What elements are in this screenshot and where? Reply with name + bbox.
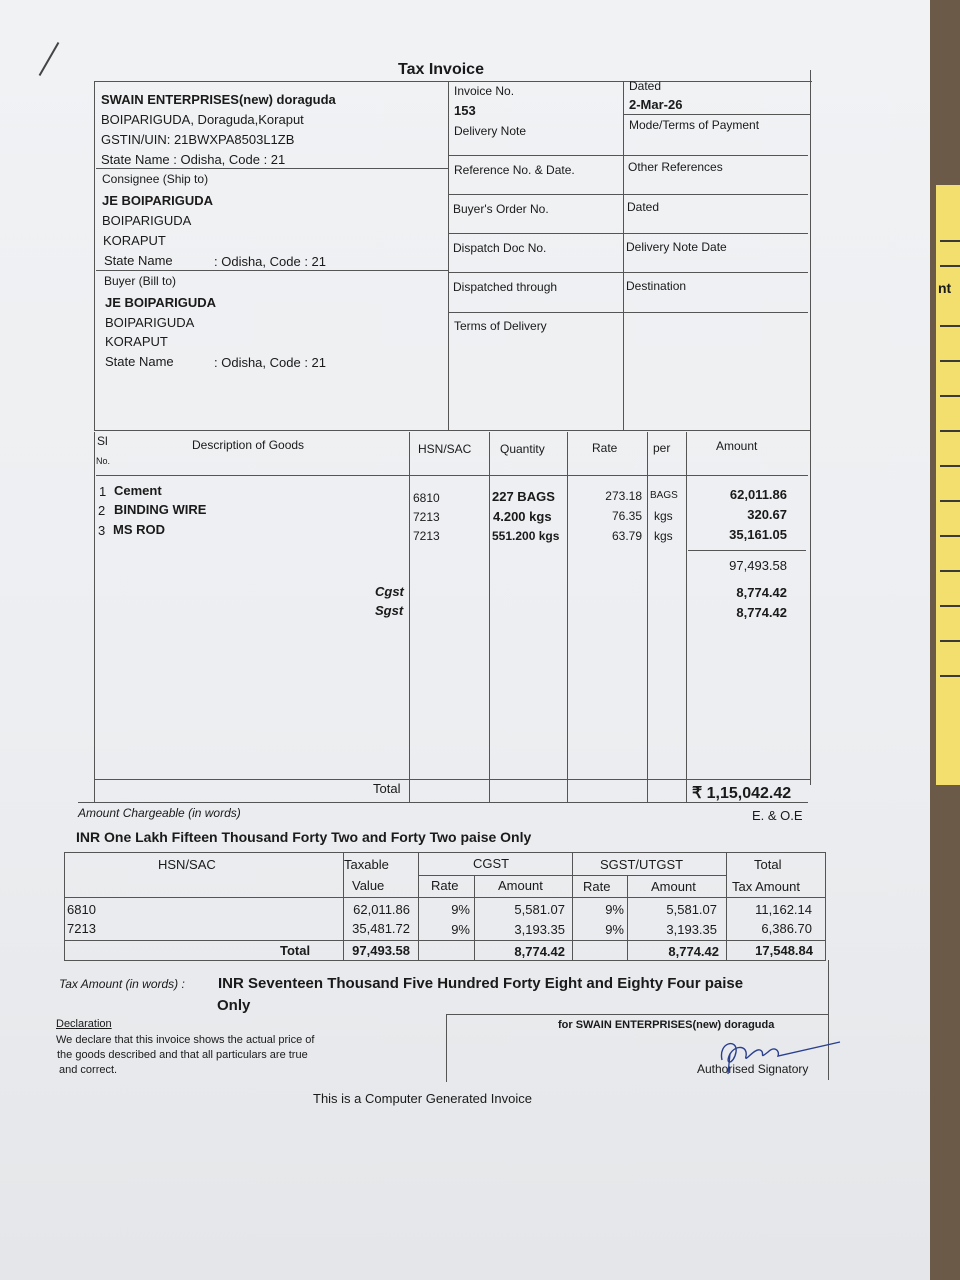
cgst-label: Cgst	[375, 584, 404, 599]
destination-label: Destination	[626, 279, 687, 293]
delivery-note-label: Delivery Note	[454, 124, 527, 138]
rate-header: Rate	[592, 441, 618, 455]
sgst-label: Sgst	[375, 603, 404, 618]
amount-words-label: Amount Chargeable (in words)	[78, 806, 241, 820]
declaration-line1: We declare that this invoice shows the actual price of	[56, 1034, 315, 1046]
desc-header: Description of Goods	[192, 438, 305, 452]
buyer-state-label: State Name	[105, 354, 174, 369]
item-amount: 35,161.05	[729, 527, 787, 542]
total-label: Total	[373, 781, 401, 796]
subtotal: 97,493.58	[729, 558, 787, 573]
item-hsn: 7213	[413, 510, 440, 524]
buyers-order-label: Buyer's Order No.	[453, 202, 549, 216]
tax-total-tax: 17,548.84	[755, 943, 813, 958]
tax-cgst-rate: 9%	[451, 922, 470, 937]
tax-sgst-amount: 5,581.07	[666, 902, 717, 917]
item-sl: 1	[99, 484, 107, 499]
buyer-label: Buyer (Bill to)	[104, 274, 177, 288]
tax-value: 35,481.72	[352, 921, 410, 936]
tax-total-header: Total	[754, 857, 782, 872]
grand-total: ₹ 1,15,042.42	[692, 785, 792, 802]
item-sl: 2	[98, 503, 106, 518]
item-rate: 273.18	[605, 489, 642, 503]
tax-total-cgst: 8,774.42	[514, 944, 565, 959]
declaration-label: Declaration	[56, 1018, 112, 1030]
authorised-signatory: Authorised Signatory	[697, 1062, 809, 1076]
tax-cgst-header: CGST	[473, 856, 510, 871]
hsn-header: HSN/SAC	[418, 442, 472, 456]
item-per: kgs	[654, 509, 673, 523]
tax-cgst-rate: 9%	[451, 902, 470, 917]
invoice-title: Tax Invoice	[398, 61, 484, 78]
consignee-state-label: State Name	[104, 253, 173, 268]
sticky-note	[936, 185, 960, 785]
terms-delivery-label: Terms of Delivery	[454, 319, 547, 333]
seller-state: State Name : Odisha, Code : 21	[101, 152, 286, 167]
footer-note: This is a Computer Generated Invoice	[313, 1091, 532, 1106]
item-per: BAGS	[650, 490, 678, 501]
sgst-amount: 8,774.42	[736, 605, 787, 620]
buyer-line1: BOIPARIGUDA	[105, 315, 195, 330]
per-header: per	[653, 441, 671, 455]
delivery-note-date-label: Delivery Note Date	[626, 240, 727, 254]
tax-words-label: Tax Amount (in words) :	[59, 977, 185, 991]
tax-value: 62,011.86	[353, 902, 410, 917]
item-qty: 4.200 kgs	[493, 509, 552, 524]
item-desc: MS ROD	[113, 522, 165, 537]
tax-sgst-amount: 3,193.35	[666, 922, 717, 937]
tax-sgst-rate-header: Rate	[583, 879, 611, 894]
item-desc: Cement	[114, 483, 162, 498]
consignee-name: JE BOIPARIGUDA	[102, 193, 213, 208]
tax-sgst-rate: 9%	[605, 922, 624, 937]
tax-total-label: Total	[280, 943, 311, 958]
item-hsn: 7213	[413, 529, 440, 543]
reference-label: Reference No. & Date.	[454, 163, 575, 177]
tax-amount-header: Tax Amount	[732, 879, 800, 894]
consignee-line1: BOIPARIGUDA	[102, 213, 192, 228]
qty-header: Quantity	[500, 442, 545, 456]
item-hsn: 6810	[413, 491, 440, 505]
item-amount: 320.67	[747, 507, 787, 522]
tax-cgst-amount-header: Amount	[498, 878, 543, 893]
tax-total: 11,162.14	[755, 902, 812, 917]
tax-sgst-header: SGST/UTGST	[600, 857, 684, 872]
item-rate: 76.35	[611, 509, 642, 523]
item-sl: 3	[98, 523, 106, 538]
seller-gstin: GSTIN/UIN: 21BWXPA8503L1ZB	[101, 132, 295, 147]
buyer-state-value: : Odisha, Code : 21	[214, 355, 327, 370]
dated2-label: Dated	[627, 200, 660, 214]
tax-words-line2: Only	[217, 997, 251, 1014]
tax-hsn: 7213	[67, 921, 96, 936]
consignee-state-value: : Odisha, Code : 21	[214, 254, 327, 269]
buyer-line2: KORAPUT	[105, 334, 168, 349]
dispatch-doc-label: Dispatch Doc No.	[453, 241, 547, 255]
item-per: kgs	[654, 529, 673, 543]
tax-total-sgst: 8,774.42	[668, 944, 719, 959]
seller-name: SWAIN ENTERPRISES(new) doraguda	[101, 92, 336, 107]
buyer-name: JE BOIPARIGUDA	[105, 295, 216, 310]
invoice-no-label: Invoice No.	[454, 84, 515, 98]
pen-mark	[39, 42, 60, 76]
tax-cgst-amount: 5,581.07	[514, 902, 565, 917]
tax-total: 6,386.70	[761, 921, 812, 936]
tax-hsn-header: HSN/SAC	[158, 857, 216, 872]
item-rate: 63.79	[611, 529, 642, 543]
tax-cgst-amount: 3,193.35	[514, 922, 565, 937]
sticky-note-text: nt	[938, 280, 952, 296]
tax-total-value: 97,493.58	[352, 943, 410, 958]
item-qty: 227 BAGS	[492, 489, 555, 504]
dated-label: Dated	[629, 79, 662, 93]
tax-sgst-amount-header: Amount	[651, 879, 696, 894]
tax-cgst-rate-header: Rate	[431, 878, 459, 893]
amount-header: Amount	[716, 439, 758, 453]
for-company: for SWAIN ENTERPRISES(new) doraguda	[558, 1019, 775, 1031]
declaration-line3: and correct.	[59, 1064, 118, 1076]
invoice-date: 2-Mar-26	[629, 97, 683, 112]
invoice-no: 153	[454, 103, 476, 118]
item-amount: 62,011.86	[729, 487, 787, 502]
mode-terms-label: Mode/Terms of Payment	[629, 118, 760, 132]
eoe-text: E. & O.E	[752, 808, 803, 823]
tax-hsn: 6810	[67, 902, 96, 917]
item-desc: BINDING WIRE	[114, 502, 207, 517]
tax-value-header: Value	[352, 878, 385, 893]
amount-in-words: INR One Lakh Fifteen Thousand Forty Two and Forty Two paise Only	[76, 829, 532, 845]
declaration-line2: the goods described and that all particulars are true	[57, 1049, 308, 1061]
consignee-label: Consignee (Ship to)	[102, 172, 209, 186]
no-header: No.	[96, 456, 111, 466]
item-qty: 551.200 kgs	[492, 529, 560, 543]
cgst-amount: 8,774.42	[736, 585, 787, 600]
dispatched-through-label: Dispatched through	[453, 280, 558, 294]
other-refs-label: Other References	[628, 160, 723, 174]
sl-header: Sl	[97, 434, 108, 448]
tax-words-line1: INR Seventeen Thousand Five Hundred Forty Eight and Eighty Four paise	[218, 975, 744, 992]
seller-address: BOIPARIGUDA, Doraguda,Koraput	[101, 112, 304, 127]
tax-taxable-header: Taxable	[344, 857, 389, 872]
consignee-line2: KORAPUT	[103, 233, 166, 248]
tax-sgst-rate: 9%	[605, 902, 624, 917]
